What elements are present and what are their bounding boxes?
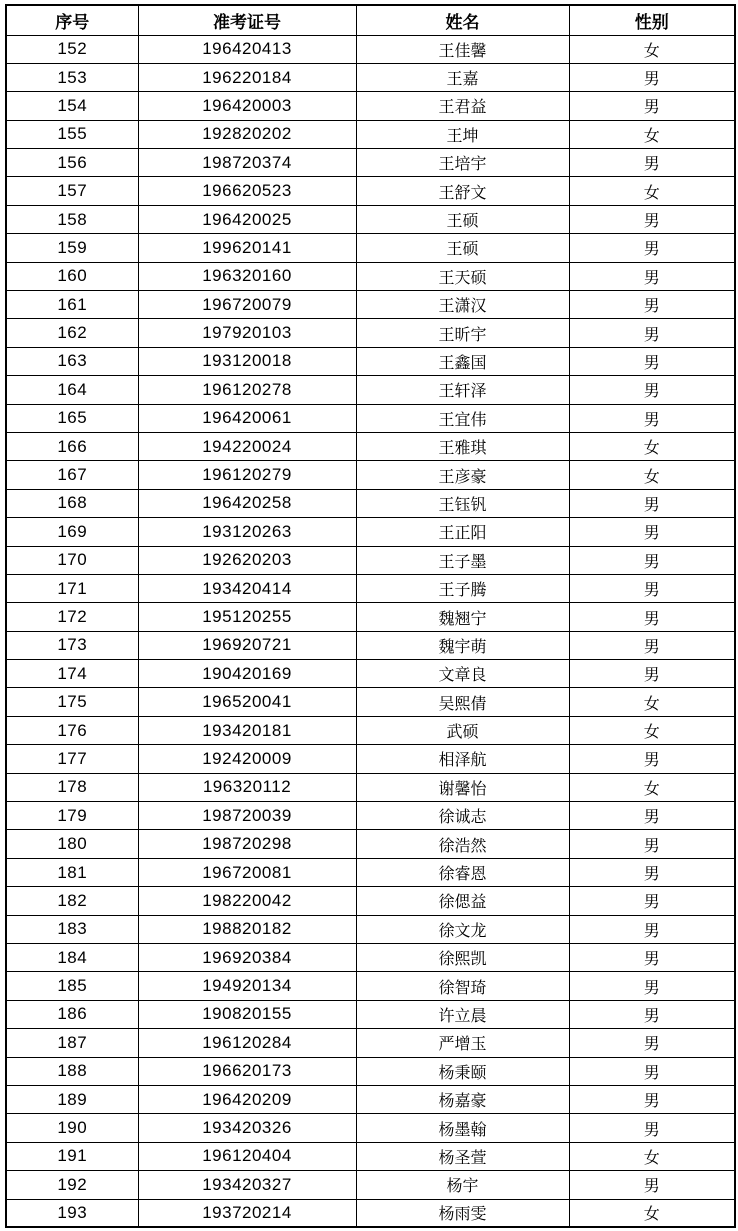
header-serial-number: 序号	[6, 5, 138, 35]
cell-name: 王子腾	[356, 574, 569, 602]
cell-name: 王正阳	[356, 518, 569, 546]
cell-admission-ticket-number: 193120018	[138, 347, 356, 375]
cell-admission-ticket-number: 193720214	[138, 1199, 356, 1227]
cell-name: 徐诚志	[356, 802, 569, 830]
cell-gender: 女	[569, 35, 735, 63]
cell-serial-number: 163	[6, 347, 138, 375]
cell-name: 徐文龙	[356, 915, 569, 943]
cell-gender: 男	[569, 1114, 735, 1142]
table-row	[6, 1199, 735, 1227]
cell-admission-ticket-number: 195120255	[138, 603, 356, 631]
table-row	[6, 603, 735, 631]
exam-roster-table	[5, 4, 736, 1228]
cell-admission-ticket-number: 196220184	[138, 63, 356, 91]
cell-name: 文章良	[356, 660, 569, 688]
cell-name: 王轩泽	[356, 376, 569, 404]
cell-name: 王彦豪	[356, 461, 569, 489]
cell-serial-number: 153	[6, 63, 138, 91]
cell-name: 王天硕	[356, 262, 569, 290]
cell-gender: 男	[569, 574, 735, 602]
table-row	[6, 631, 735, 659]
cell-name: 杨圣萱	[356, 1142, 569, 1170]
cell-name: 王雅琪	[356, 432, 569, 460]
cell-name: 王嘉	[356, 63, 569, 91]
cell-admission-ticket-number: 190420169	[138, 660, 356, 688]
cell-name: 杨嘉豪	[356, 1085, 569, 1113]
cell-admission-ticket-number: 196720079	[138, 291, 356, 319]
cell-serial-number: 173	[6, 631, 138, 659]
cell-gender: 男	[569, 1085, 735, 1113]
cell-admission-ticket-number: 196920721	[138, 631, 356, 659]
cell-admission-ticket-number: 196420413	[138, 35, 356, 63]
cell-name: 王舒文	[356, 177, 569, 205]
table-row	[6, 461, 735, 489]
cell-admission-ticket-number: 192620203	[138, 546, 356, 574]
table-row	[6, 120, 735, 148]
cell-gender: 女	[569, 688, 735, 716]
cell-name: 王鑫国	[356, 347, 569, 375]
table-row	[6, 1057, 735, 1085]
cell-name: 杨秉颐	[356, 1057, 569, 1085]
cell-serial-number: 191	[6, 1142, 138, 1170]
cell-name: 徐浩然	[356, 830, 569, 858]
cell-admission-ticket-number: 196420258	[138, 489, 356, 517]
cell-serial-number: 167	[6, 461, 138, 489]
table-row	[6, 1000, 735, 1028]
table-row	[6, 376, 735, 404]
cell-admission-ticket-number: 198720374	[138, 149, 356, 177]
cell-admission-ticket-number: 196420003	[138, 92, 356, 120]
cell-gender: 男	[569, 915, 735, 943]
cell-name: 王佳馨	[356, 35, 569, 63]
cell-serial-number: 184	[6, 944, 138, 972]
cell-admission-ticket-number: 193420327	[138, 1171, 356, 1199]
cell-gender: 男	[569, 63, 735, 91]
cell-admission-ticket-number: 198720298	[138, 830, 356, 858]
cell-serial-number: 160	[6, 262, 138, 290]
cell-admission-ticket-number: 192420009	[138, 745, 356, 773]
cell-name: 王硕	[356, 205, 569, 233]
cell-gender: 女	[569, 773, 735, 801]
cell-name: 杨雨雯	[356, 1199, 569, 1227]
table-row	[6, 858, 735, 886]
table-row	[6, 1171, 735, 1199]
table-row	[6, 489, 735, 517]
cell-serial-number: 178	[6, 773, 138, 801]
table-row	[6, 546, 735, 574]
table-row	[6, 347, 735, 375]
cell-serial-number: 189	[6, 1085, 138, 1113]
cell-name: 魏翘宁	[356, 603, 569, 631]
cell-serial-number: 171	[6, 574, 138, 602]
cell-serial-number: 155	[6, 120, 138, 148]
cell-admission-ticket-number: 193420181	[138, 716, 356, 744]
table-row	[6, 830, 735, 858]
cell-serial-number: 166	[6, 432, 138, 460]
cell-serial-number: 157	[6, 177, 138, 205]
cell-serial-number: 164	[6, 376, 138, 404]
cell-admission-ticket-number: 196120284	[138, 1029, 356, 1057]
cell-serial-number: 186	[6, 1000, 138, 1028]
cell-name: 武硕	[356, 716, 569, 744]
table-row	[6, 92, 735, 120]
cell-admission-ticket-number: 196920384	[138, 944, 356, 972]
cell-serial-number: 190	[6, 1114, 138, 1142]
cell-name: 王硕	[356, 234, 569, 262]
cell-serial-number: 185	[6, 972, 138, 1000]
cell-serial-number: 159	[6, 234, 138, 262]
cell-serial-number: 182	[6, 887, 138, 915]
cell-gender: 男	[569, 234, 735, 262]
cell-name: 王宜伟	[356, 404, 569, 432]
table-row	[6, 972, 735, 1000]
cell-gender: 男	[569, 603, 735, 631]
table-row	[6, 773, 735, 801]
cell-serial-number: 192	[6, 1171, 138, 1199]
cell-name: 许立晨	[356, 1000, 569, 1028]
table-row	[6, 518, 735, 546]
table-row	[6, 35, 735, 63]
header-row	[6, 5, 735, 35]
table-header	[6, 5, 735, 35]
cell-serial-number: 162	[6, 319, 138, 347]
cell-admission-ticket-number: 193420414	[138, 574, 356, 602]
table-row	[6, 1085, 735, 1113]
cell-gender: 男	[569, 1029, 735, 1057]
cell-serial-number: 187	[6, 1029, 138, 1057]
table-row	[6, 149, 735, 177]
cell-gender: 男	[569, 489, 735, 517]
cell-gender: 男	[569, 631, 735, 659]
cell-serial-number: 152	[6, 35, 138, 63]
cell-gender: 男	[569, 745, 735, 773]
cell-gender: 女	[569, 1199, 735, 1227]
cell-name: 王钰钒	[356, 489, 569, 517]
cell-name: 王坤	[356, 120, 569, 148]
cell-gender: 男	[569, 1000, 735, 1028]
cell-serial-number: 170	[6, 546, 138, 574]
cell-admission-ticket-number: 193120263	[138, 518, 356, 546]
table-row	[6, 745, 735, 773]
cell-admission-ticket-number: 196420209	[138, 1085, 356, 1113]
cell-gender: 男	[569, 1171, 735, 1199]
cell-serial-number: 175	[6, 688, 138, 716]
cell-serial-number: 177	[6, 745, 138, 773]
cell-gender: 男	[569, 518, 735, 546]
cell-gender: 男	[569, 319, 735, 347]
cell-admission-ticket-number: 196420061	[138, 404, 356, 432]
table-row	[6, 1114, 735, 1142]
cell-serial-number: 174	[6, 660, 138, 688]
cell-gender: 男	[569, 347, 735, 375]
cell-serial-number: 193	[6, 1199, 138, 1227]
cell-admission-ticket-number: 196120279	[138, 461, 356, 489]
header-name: 姓名	[356, 5, 569, 35]
cell-admission-ticket-number: 196720081	[138, 858, 356, 886]
table-row	[6, 404, 735, 432]
cell-gender: 男	[569, 944, 735, 972]
cell-name: 王君益	[356, 92, 569, 120]
cell-admission-ticket-number: 194220024	[138, 432, 356, 460]
table-row	[6, 688, 735, 716]
cell-gender: 男	[569, 1057, 735, 1085]
cell-admission-ticket-number: 199620141	[138, 234, 356, 262]
cell-gender: 男	[569, 291, 735, 319]
cell-name: 杨墨翰	[356, 1114, 569, 1142]
cell-name: 王培宇	[356, 149, 569, 177]
cell-name: 吴熙倩	[356, 688, 569, 716]
cell-admission-ticket-number: 196320160	[138, 262, 356, 290]
cell-name: 严增玉	[356, 1029, 569, 1057]
table-row	[6, 1142, 735, 1170]
cell-gender: 女	[569, 177, 735, 205]
cell-serial-number: 180	[6, 830, 138, 858]
cell-admission-ticket-number: 198820182	[138, 915, 356, 943]
cell-name: 徐智琦	[356, 972, 569, 1000]
table-row	[6, 660, 735, 688]
cell-gender: 男	[569, 887, 735, 915]
table-row	[6, 177, 735, 205]
cell-admission-ticket-number: 196320112	[138, 773, 356, 801]
cell-name: 徐偲益	[356, 887, 569, 915]
cell-serial-number: 179	[6, 802, 138, 830]
cell-serial-number: 176	[6, 716, 138, 744]
table-row	[6, 887, 735, 915]
cell-admission-ticket-number: 190820155	[138, 1000, 356, 1028]
table-row	[6, 944, 735, 972]
cell-admission-ticket-number: 193420326	[138, 1114, 356, 1142]
cell-gender: 女	[569, 461, 735, 489]
table-row	[6, 716, 735, 744]
cell-admission-ticket-number: 198220042	[138, 887, 356, 915]
cell-gender: 男	[569, 858, 735, 886]
cell-serial-number: 172	[6, 603, 138, 631]
table-body	[6, 35, 735, 1227]
cell-gender: 女	[569, 716, 735, 744]
table-row	[6, 63, 735, 91]
cell-gender: 男	[569, 802, 735, 830]
cell-serial-number: 161	[6, 291, 138, 319]
cell-gender: 男	[569, 404, 735, 432]
table-row	[6, 205, 735, 233]
cell-serial-number: 181	[6, 858, 138, 886]
cell-gender: 男	[569, 205, 735, 233]
cell-gender: 男	[569, 546, 735, 574]
cell-gender: 男	[569, 149, 735, 177]
cell-name: 徐熙凯	[356, 944, 569, 972]
table-row	[6, 234, 735, 262]
cell-gender: 女	[569, 120, 735, 148]
cell-name: 魏宇萌	[356, 631, 569, 659]
cell-name: 谢馨怡	[356, 773, 569, 801]
cell-admission-ticket-number: 198720039	[138, 802, 356, 830]
cell-name: 徐睿恩	[356, 858, 569, 886]
cell-gender: 女	[569, 1142, 735, 1170]
cell-serial-number: 169	[6, 518, 138, 546]
cell-gender: 女	[569, 432, 735, 460]
cell-serial-number: 165	[6, 404, 138, 432]
cell-name: 王潇汉	[356, 291, 569, 319]
cell-gender: 男	[569, 830, 735, 858]
cell-serial-number: 168	[6, 489, 138, 517]
header-admission-ticket-number: 准考证号	[138, 5, 356, 35]
cell-gender: 男	[569, 92, 735, 120]
cell-name: 相泽航	[356, 745, 569, 773]
table-row	[6, 291, 735, 319]
cell-gender: 男	[569, 660, 735, 688]
cell-admission-ticket-number: 196120404	[138, 1142, 356, 1170]
cell-admission-ticket-number: 197920103	[138, 319, 356, 347]
cell-admission-ticket-number: 194920134	[138, 972, 356, 1000]
cell-name: 王子墨	[356, 546, 569, 574]
cell-admission-ticket-number: 192820202	[138, 120, 356, 148]
table-row	[6, 915, 735, 943]
cell-serial-number: 183	[6, 915, 138, 943]
cell-gender: 男	[569, 972, 735, 1000]
cell-name: 王昕宇	[356, 319, 569, 347]
cell-admission-ticket-number: 196620173	[138, 1057, 356, 1085]
cell-serial-number: 156	[6, 149, 138, 177]
table-row	[6, 1029, 735, 1057]
cell-gender: 男	[569, 376, 735, 404]
table-row	[6, 262, 735, 290]
table-row	[6, 319, 735, 347]
cell-admission-ticket-number: 196420025	[138, 205, 356, 233]
cell-serial-number: 188	[6, 1057, 138, 1085]
table-row	[6, 432, 735, 460]
table-row	[6, 802, 735, 830]
table-row	[6, 574, 735, 602]
cell-name: 杨宇	[356, 1171, 569, 1199]
cell-gender: 男	[569, 262, 735, 290]
cell-admission-ticket-number: 196520041	[138, 688, 356, 716]
cell-serial-number: 154	[6, 92, 138, 120]
cell-admission-ticket-number: 196120278	[138, 376, 356, 404]
cell-admission-ticket-number: 196620523	[138, 177, 356, 205]
header-gender: 性别	[569, 5, 735, 35]
cell-serial-number: 158	[6, 205, 138, 233]
